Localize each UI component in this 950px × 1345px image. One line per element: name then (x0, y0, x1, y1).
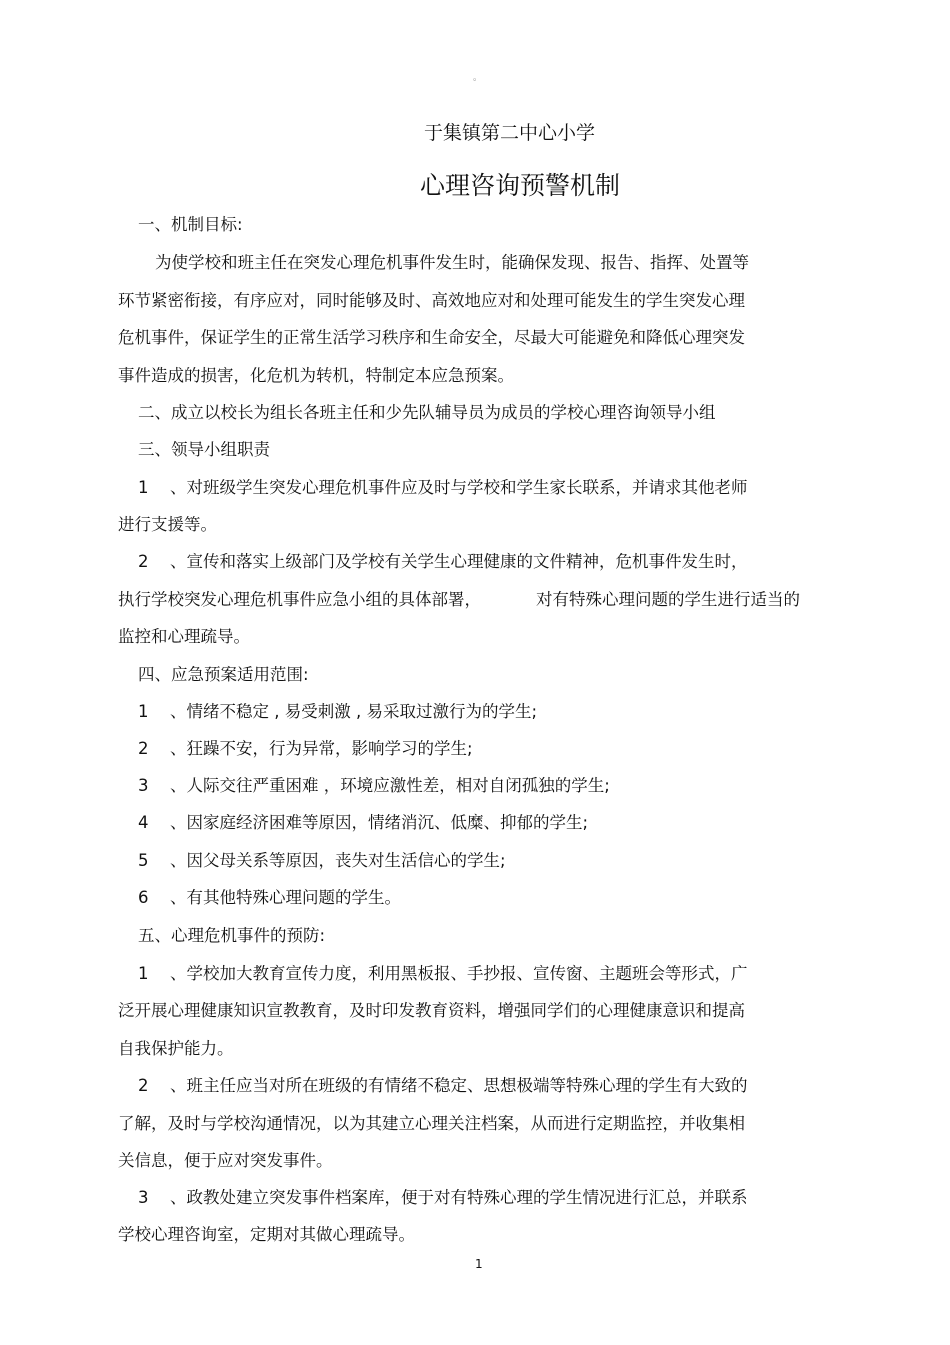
item-text: 、班主任应当对所在班级的有情绪不稳定、思想极端等特殊心理的学生有大致的 (170, 1076, 748, 1095)
paragraph-line: 对有特殊心理问题的学生进行适当的 (536, 590, 800, 609)
paragraph-line: 了解，及时与学校沟通情况，以为其建立心理关注档案，从而进行定期监控，并收集相 (118, 1114, 745, 1133)
page-number: 1 (475, 1257, 483, 1271)
paragraph-line: 危机事件，保证学生的正常生活学习秩序和生命安全，尽最大可能避免和降低心理突发 (118, 328, 745, 347)
section-heading: 四、应急预案适用范围: (138, 665, 309, 684)
paragraph-line: 学校心理咨询室，定期对其做心理疏导。 (118, 1225, 415, 1244)
item-number: 1 (138, 478, 149, 497)
paragraph-line: 环节紧密衔接，有序应对，同时能够及时、高效地应对和处理可能发生的学生突发心理 (118, 291, 745, 310)
item-text: 、因父母关系等原因，丧失对生活信心的学生; (170, 851, 506, 870)
item-number: 1 (138, 964, 149, 983)
item-text: 、情绪不稳定 , 易受刺激 , 易采取过激行为的学生; (170, 702, 538, 721)
item-text: 、政教处建立突发事件档案库，便于对有特殊心理的学生情况进行汇总，并联系 (170, 1188, 748, 1207)
list-item (138, 551, 748, 573)
item-number: 1 (138, 702, 149, 721)
item-number: 4 (138, 813, 149, 832)
list-item (138, 1075, 748, 1097)
item-text: 、因家庭经济困难等原因，情绪消沉、低糜、抑郁的学生; (170, 813, 589, 832)
item-number: 6 (138, 888, 149, 907)
item-text: 、狂躁不安，行为异常，影响学习的学生; (170, 739, 473, 758)
list-item (138, 850, 506, 872)
item-number: 3 (138, 1188, 149, 1207)
paragraph-line: 进行支援等。 (118, 515, 217, 534)
list-item (138, 477, 748, 499)
item-number: 2 (138, 739, 149, 758)
item-text: 、学校加大教育宣传力度，利用黑板报、手抄报、宣传窗、主题班会等形式，广 (170, 964, 748, 983)
item-number: 3 (138, 776, 149, 795)
list-item (138, 887, 401, 909)
item-number: 5 (138, 851, 149, 870)
section-heading: 五、心理危机事件的预防: (138, 926, 326, 945)
item-text: 、宣传和落实上级部门及学校有关学生心理健康的文件精神，危机事件发生时， (170, 552, 748, 571)
section-heading: 一、机制目标: (138, 215, 243, 234)
paragraph-line: 事件造成的损害，化危机为转机，特制定本应急预案。 (118, 366, 514, 385)
top-mark: 。 (473, 73, 483, 83)
list-item (138, 812, 588, 834)
item-text: 、有其他特殊心理问题的学生。 (170, 888, 401, 907)
item-text: 、对班级学生突发心理危机事件应及时与学校和学生家长联系，并请求其他老师 (170, 478, 748, 497)
paragraph-line: 泛开展心理健康知识宣教教育，及时印发教育资料，增强同学们的心理健康意识和提高 (118, 1001, 745, 1020)
item-number: 2 (138, 552, 149, 571)
list-item (138, 775, 610, 797)
list-item (138, 701, 537, 723)
item-text: 、人际交往严重困难 ，环境应激性差，相对自闭孤独的学生; (170, 776, 610, 795)
item-number: 2 (138, 1076, 149, 1095)
section-heading: 二、成立以校长为组长各班主任和少先队辅导员为成员的学校心理咨询领导小组 (138, 403, 716, 422)
paragraph-line: 为使学校和班主任在突发心理危机事件发生时，能确保发现、报告、指挥、处置等 (155, 253, 749, 272)
paragraph-line: 关信息，便于应对突发事件。 (118, 1151, 333, 1170)
list-item (138, 963, 748, 985)
school-name: 于集镇第二中心小学 (424, 122, 596, 144)
list-item (138, 1187, 748, 1209)
paragraph-line: 执行学校突发心理危机事件应急小组的具体部署， (118, 590, 481, 609)
list-item (138, 738, 473, 760)
document-title: 心理咨询预警机制 (420, 171, 621, 200)
section-heading: 三、领导小组职责 (138, 440, 270, 459)
paragraph-line: 自我保护能力。 (118, 1039, 234, 1058)
paragraph-line: 监控和心理疏导。 (118, 627, 250, 646)
